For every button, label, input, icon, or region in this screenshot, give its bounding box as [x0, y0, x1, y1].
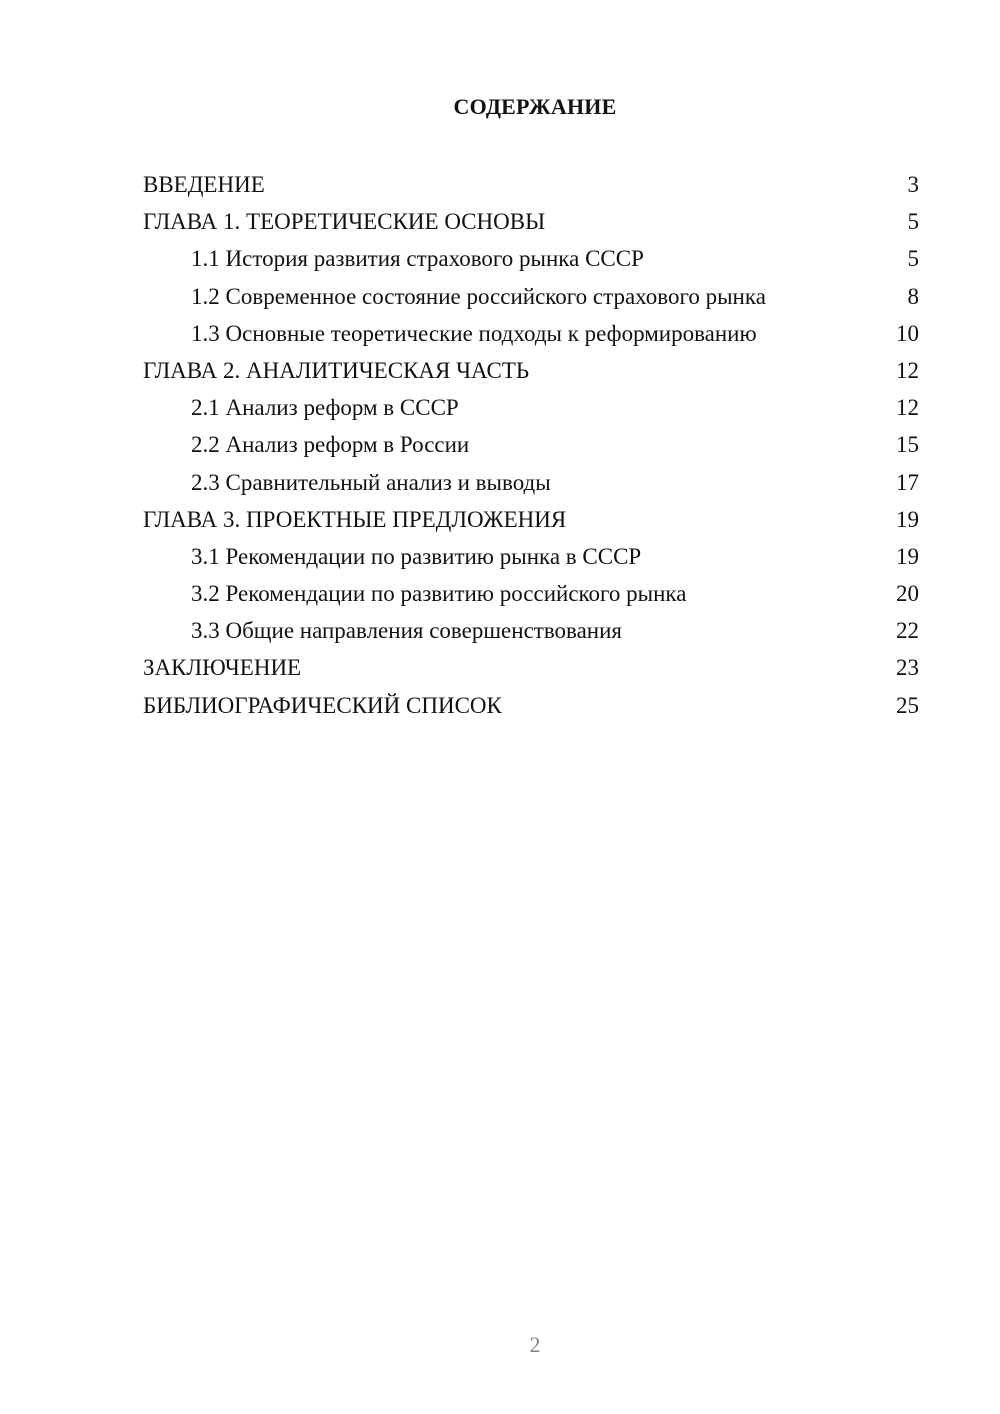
toc-entry-section-2-3[interactable]: [143, 464, 919, 501]
toc-entry-page: 17: [896, 469, 919, 495]
toc-entry-section-3-1[interactable]: [143, 538, 919, 575]
toc-entry-chapter-2[interactable]: [143, 352, 919, 389]
toc-entry-page: 10: [896, 320, 919, 346]
toc-entry-label: 3.1 Рекомендации по развитию рынка в СССР: [191, 543, 642, 569]
toc-entry-page: 12: [896, 357, 919, 383]
toc-list: [143, 166, 919, 724]
toc-entry-conclusion[interactable]: [143, 649, 919, 686]
toc-entry-section-2-1[interactable]: [143, 389, 919, 426]
toc-entry-section-2-2[interactable]: [143, 426, 919, 463]
toc-entry-label: 2.3 Сравнительный анализ и выводы: [191, 469, 551, 495]
toc-entry-label: 3.3 Общие направления совершенствования: [191, 618, 623, 644]
toc-entry-page: 19: [896, 506, 919, 532]
toc-entry-page: 22: [896, 618, 919, 644]
toc-entry-page: 5: [907, 209, 919, 235]
page-number: 2: [529, 1332, 541, 1357]
toc-entry-label: 1.2 Современное состояние российского страхового рынка: [191, 283, 766, 309]
toc-entry-section-1-3[interactable]: [143, 315, 919, 352]
toc-entry-label: ГЛАВА 3. ПРОЕКТНЫЕ ПРЕДЛОЖЕНИЯ: [143, 506, 567, 532]
toc-entry-label: 2.2 Анализ реформ в России: [191, 432, 470, 458]
toc-entry-label: БИБЛИОГРАФИЧЕСКИЙ СПИСОК: [143, 692, 502, 718]
toc-entry-section-3-3[interactable]: [143, 612, 919, 649]
toc-entry-label: ГЛАВА 1. ТЕОРЕТИЧЕСКИЕ ОСНОВЫ: [143, 209, 546, 235]
toc-entry-section-1-1[interactable]: [143, 240, 919, 277]
toc-title: СОДЕРЖАНИЕ: [453, 94, 617, 119]
toc-entry-label: ГЛАВА 2. АНАЛИТИЧЕСКАЯ ЧАСТЬ: [143, 357, 530, 383]
toc-entry-page: 25: [896, 692, 919, 718]
toc-entry-page: 12: [896, 395, 919, 421]
toc-entry-page: 20: [896, 581, 919, 607]
toc-entry-introduction[interactable]: [143, 166, 919, 203]
toc-entry-page: 23: [896, 655, 919, 681]
toc-entry-page: 8: [907, 283, 919, 309]
toc-entry-label: ВВЕДЕНИЕ: [143, 172, 265, 197]
toc-entry-label: 2.1 Анализ реформ в СССР: [191, 395, 459, 421]
toc-entry-section-3-2[interactable]: [143, 575, 919, 612]
toc-entry-page: 5: [907, 246, 919, 272]
toc-entry-section-1-2[interactable]: [143, 278, 919, 315]
toc-entry-label: 1.1 История развития страхового рынка СССР: [191, 246, 644, 272]
toc-entry-page: 15: [896, 432, 919, 458]
toc-entry-page: 19: [896, 543, 919, 569]
toc-entry-bibliography[interactable]: [143, 687, 919, 724]
toc-entry-page: 3: [907, 172, 919, 197]
toc-entry-label: ЗАКЛЮЧЕНИЕ: [143, 655, 302, 681]
toc-entry-chapter-1[interactable]: [143, 203, 919, 240]
toc-entry-label: 3.2 Рекомендации по развитию российского рынка: [191, 581, 687, 607]
toc-entry-chapter-3[interactable]: [143, 501, 919, 538]
toc-entry-label: 1.3 Основные теоретические подходы к реформированию: [191, 320, 757, 346]
